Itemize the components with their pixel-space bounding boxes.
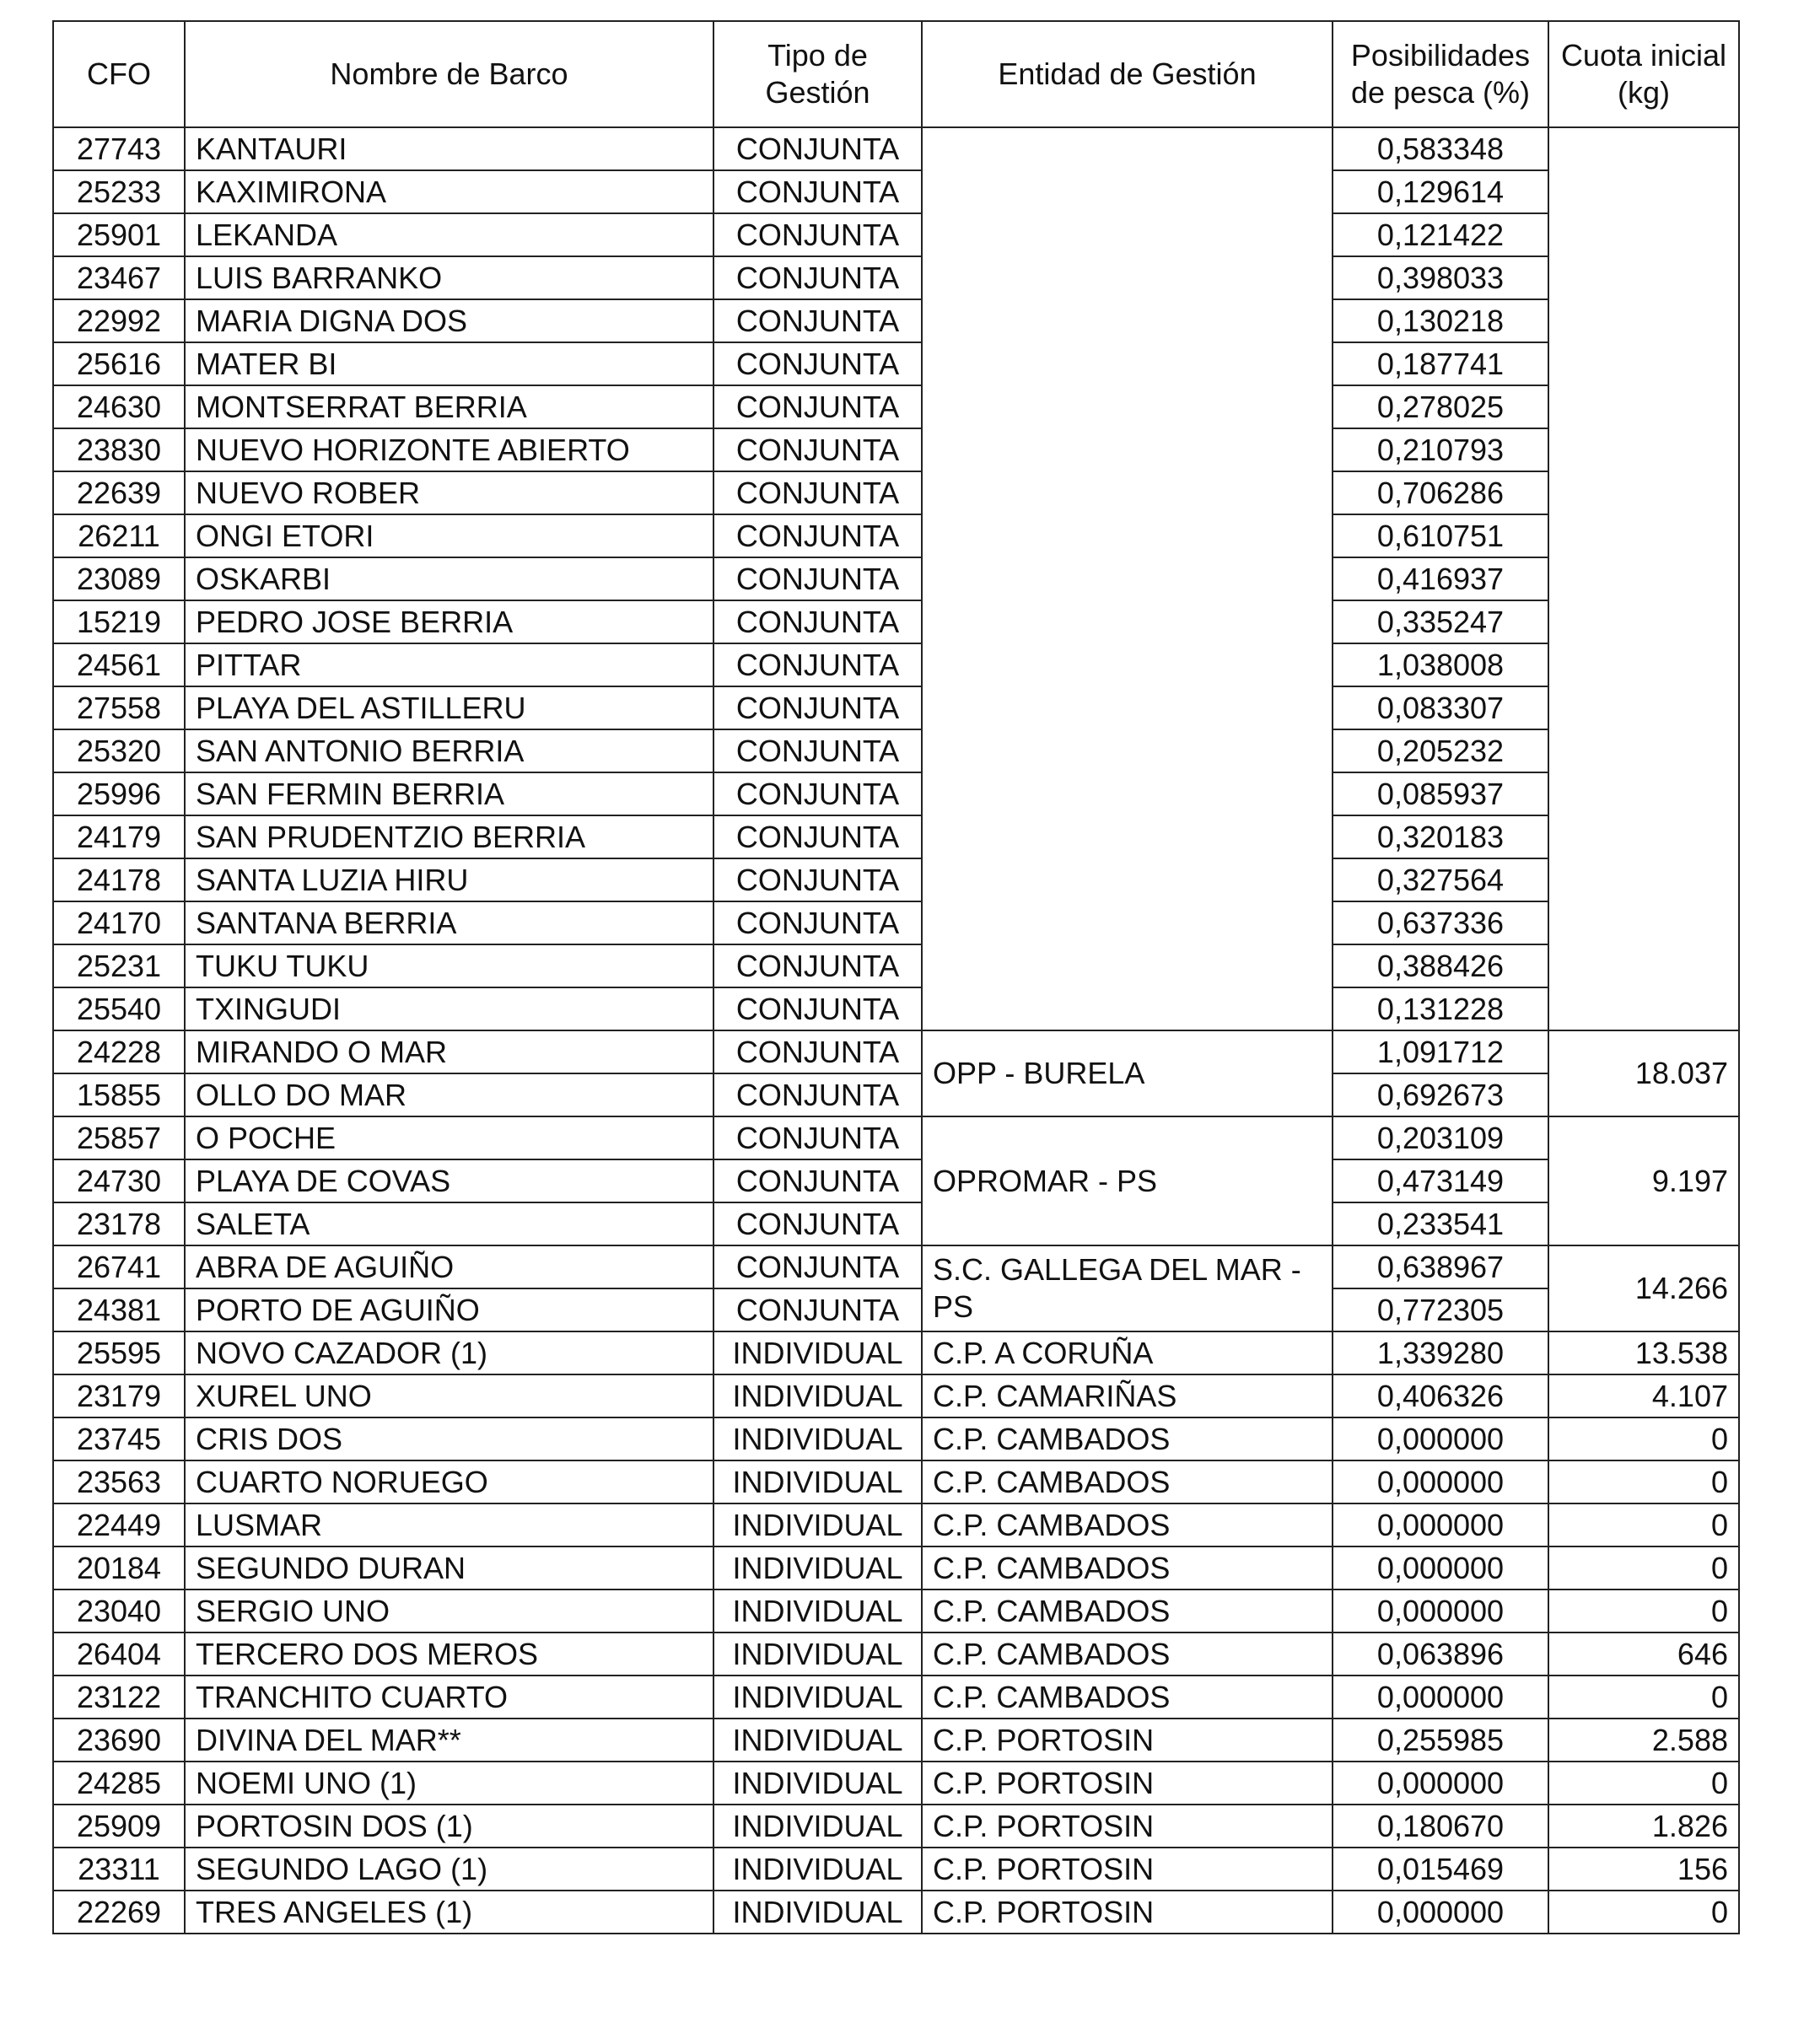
table-row — [53, 1891, 1739, 1934]
cell-posibilidades: 0,583348 — [1333, 127, 1548, 170]
cell-cfo: 27743 — [53, 127, 185, 170]
cell-nombre: TRES ANGELES (1) — [185, 1891, 713, 1934]
cell-posibilidades: 0,000000 — [1333, 1460, 1548, 1503]
cell-tipo: CONJUNTA — [713, 170, 922, 213]
cell-tipo: INDIVIDUAL — [713, 1460, 922, 1503]
cell-posibilidades: 0,473149 — [1333, 1159, 1548, 1202]
cell-tipo: CONJUNTA — [713, 1030, 922, 1073]
cell-cfo: 24179 — [53, 815, 185, 858]
table-row — [53, 858, 1739, 901]
cell-posibilidades: 0,610751 — [1333, 514, 1548, 557]
cell-cfo: 23179 — [53, 1374, 185, 1417]
cell-cfo: 24730 — [53, 1159, 185, 1202]
cell-posibilidades: 0,772305 — [1333, 1288, 1548, 1331]
cell-tipo: CONJUNTA — [713, 514, 922, 557]
cell-posibilidades: 0,000000 — [1333, 1762, 1548, 1805]
cell-nombre: SERGIO UNO — [185, 1589, 713, 1633]
table-row — [53, 1159, 1739, 1202]
cell-cuota: 2.588 — [1548, 1719, 1739, 1762]
cell-tipo: CONJUNTA — [713, 944, 922, 987]
cell-cfo: 25540 — [53, 987, 185, 1030]
cell-posibilidades: 0,063896 — [1333, 1633, 1548, 1676]
table-row — [53, 686, 1739, 729]
cell-tipo: CONJUNTA — [713, 299, 922, 342]
table-row — [53, 729, 1739, 772]
cell-tipo: CONJUNTA — [713, 471, 922, 514]
cell-tipo: CONJUNTA — [713, 1073, 922, 1116]
cell-cfo: 26741 — [53, 1245, 185, 1288]
cell-cfo: 24178 — [53, 858, 185, 901]
cell-posibilidades: 0,000000 — [1333, 1503, 1548, 1546]
cell-posibilidades: 0,320183 — [1333, 815, 1548, 858]
cell-tipo: CONJUNTA — [713, 686, 922, 729]
cell-cfo: 23690 — [53, 1719, 185, 1762]
header-cfo: CFO — [53, 21, 185, 127]
cell-cfo: 25909 — [53, 1805, 185, 1848]
cell-cfo: 20184 — [53, 1546, 185, 1589]
cell-cfo: 22639 — [53, 471, 185, 514]
cell-nombre: NUEVO ROBER — [185, 471, 713, 514]
cell-tipo: INDIVIDUAL — [713, 1676, 922, 1719]
table-row — [53, 1589, 1739, 1633]
cell-cfo: 24285 — [53, 1762, 185, 1805]
cell-posibilidades: 0,388426 — [1333, 944, 1548, 987]
cell-cuota — [1548, 127, 1739, 1030]
cell-entidad: C.P. PORTOSIN — [922, 1848, 1333, 1891]
table-row — [53, 944, 1739, 987]
cell-tipo: INDIVIDUAL — [713, 1589, 922, 1633]
cell-tipo: CONJUNTA — [713, 127, 922, 170]
cell-nombre: LUIS BARRANKO — [185, 256, 713, 299]
cell-cfo: 24381 — [53, 1288, 185, 1331]
table-row — [53, 428, 1739, 471]
cell-cfo: 23040 — [53, 1589, 185, 1633]
cell-cfo: 24630 — [53, 385, 185, 428]
cell-posibilidades: 0,278025 — [1333, 385, 1548, 428]
cell-cfo: 26211 — [53, 514, 185, 557]
cell-posibilidades: 0,180670 — [1333, 1805, 1548, 1848]
cell-tipo: CONJUNTA — [713, 987, 922, 1030]
cell-nombre: MARIA DIGNA DOS — [185, 299, 713, 342]
cell-tipo: CONJUNTA — [713, 385, 922, 428]
header-tipo: Tipo de Gestión — [713, 21, 922, 127]
cell-tipo: CONJUNTA — [713, 643, 922, 686]
cell-tipo: CONJUNTA — [713, 256, 922, 299]
cell-posibilidades: 0,083307 — [1333, 686, 1548, 729]
cell-tipo: CONJUNTA — [713, 858, 922, 901]
cell-nombre: SANTANA BERRIA — [185, 901, 713, 944]
cell-entidad: C.P. CAMBADOS — [922, 1676, 1333, 1719]
cell-entidad: C.P. A CORUÑA — [922, 1331, 1333, 1374]
table-row — [53, 1030, 1739, 1073]
cell-entidad: C.P. CAMBADOS — [922, 1460, 1333, 1503]
cell-nombre: KANTAURI — [185, 127, 713, 170]
cell-posibilidades: 0,638967 — [1333, 1245, 1548, 1288]
cell-cfo: 15219 — [53, 600, 185, 643]
cell-nombre: LUSMAR — [185, 1503, 713, 1546]
cell-tipo: INDIVIDUAL — [713, 1374, 922, 1417]
header-entidad: Entidad de Gestión — [922, 21, 1333, 127]
cell-cfo: 25595 — [53, 1331, 185, 1374]
cell-cfo: 23830 — [53, 428, 185, 471]
cell-tipo: CONJUNTA — [713, 213, 922, 256]
cell-nombre: SEGUNDO DURAN — [185, 1546, 713, 1589]
table-row — [53, 1245, 1739, 1288]
cell-nombre: DIVINA DEL MAR** — [185, 1719, 713, 1762]
cell-cfo: 25996 — [53, 772, 185, 815]
cell-cuota: 4.107 — [1548, 1374, 1739, 1417]
table-row — [53, 1417, 1739, 1460]
table-row — [53, 1719, 1739, 1762]
cell-cfo: 24228 — [53, 1030, 185, 1073]
cell-cfo: 27558 — [53, 686, 185, 729]
cell-nombre: SAN ANTONIO BERRIA — [185, 729, 713, 772]
cell-posibilidades: 0,121422 — [1333, 213, 1548, 256]
cell-cuota: 0 — [1548, 1546, 1739, 1589]
cell-nombre: OSKARBI — [185, 557, 713, 600]
table-row — [53, 385, 1739, 428]
table-row — [53, 1116, 1739, 1159]
table-row — [53, 1676, 1739, 1719]
cell-nombre: CRIS DOS — [185, 1417, 713, 1460]
table-row — [53, 1460, 1739, 1503]
cell-nombre: SEGUNDO LAGO (1) — [185, 1848, 713, 1891]
cell-cuota: 0 — [1548, 1503, 1739, 1546]
cell-tipo: CONJUNTA — [713, 428, 922, 471]
table-row — [53, 1503, 1739, 1546]
cell-cfo: 25616 — [53, 342, 185, 385]
cell-nombre: PEDRO JOSE BERRIA — [185, 600, 713, 643]
cell-cfo: 23122 — [53, 1676, 185, 1719]
cell-nombre: OLLO DO MAR — [185, 1073, 713, 1116]
cell-nombre: ABRA DE AGUIÑO — [185, 1245, 713, 1288]
cell-cfo: 26404 — [53, 1633, 185, 1676]
cell-tipo: CONJUNTA — [713, 557, 922, 600]
cell-posibilidades: 0,692673 — [1333, 1073, 1548, 1116]
table-body — [53, 127, 1739, 1934]
cell-posibilidades: 0,255985 — [1333, 1719, 1548, 1762]
cell-nombre: NUEVO HORIZONTE ABIERTO — [185, 428, 713, 471]
cell-nombre: NOVO CAZADOR (1) — [185, 1331, 713, 1374]
cell-cfo: 22992 — [53, 299, 185, 342]
cell-nombre: PLAYA DE COVAS — [185, 1159, 713, 1202]
cell-posibilidades: 0,000000 — [1333, 1891, 1548, 1934]
table-row — [53, 901, 1739, 944]
cell-tipo: CONJUNTA — [713, 1288, 922, 1331]
cell-nombre: SAN PRUDENTZIO BERRIA — [185, 815, 713, 858]
cell-posibilidades: 0,205232 — [1333, 729, 1548, 772]
cell-tipo: CONJUNTA — [713, 1116, 922, 1159]
table-row — [53, 299, 1739, 342]
table-row — [53, 127, 1739, 170]
cell-tipo: CONJUNTA — [713, 772, 922, 815]
cell-posibilidades: 0,000000 — [1333, 1589, 1548, 1633]
cell-posibilidades: 1,038008 — [1333, 643, 1548, 686]
cell-posibilidades: 0,637336 — [1333, 901, 1548, 944]
cell-cuota: 13.538 — [1548, 1331, 1739, 1374]
table-row — [53, 557, 1739, 600]
cell-tipo: CONJUNTA — [713, 815, 922, 858]
cell-posibilidades: 0,000000 — [1333, 1417, 1548, 1460]
table-row — [53, 1073, 1739, 1116]
cell-tipo: CONJUNTA — [713, 901, 922, 944]
cell-nombre: O POCHE — [185, 1116, 713, 1159]
cell-nombre: PITTAR — [185, 643, 713, 686]
cell-cuota: 0 — [1548, 1676, 1739, 1719]
cell-nombre: PORTOSIN DOS (1) — [185, 1805, 713, 1848]
cell-posibilidades: 0,085937 — [1333, 772, 1548, 815]
cell-tipo: INDIVIDUAL — [713, 1848, 922, 1891]
cell-cuota: 0 — [1548, 1460, 1739, 1503]
cell-entidad: C.P. PORTOSIN — [922, 1891, 1333, 1934]
cell-tipo: CONJUNTA — [713, 600, 922, 643]
table-row — [53, 643, 1739, 686]
cell-cfo: 22269 — [53, 1891, 185, 1934]
cell-cfo: 25231 — [53, 944, 185, 987]
table-row — [53, 514, 1739, 557]
cell-posibilidades: 0,000000 — [1333, 1676, 1548, 1719]
table-row — [53, 1762, 1739, 1805]
cell-tipo: INDIVIDUAL — [713, 1503, 922, 1546]
table-row — [53, 1848, 1739, 1891]
cell-nombre: XUREL UNO — [185, 1374, 713, 1417]
cell-tipo: CONJUNTA — [713, 1159, 922, 1202]
cell-nombre: TRANCHITO CUARTO — [185, 1676, 713, 1719]
cell-cuota: 646 — [1548, 1633, 1739, 1676]
cell-nombre: TXINGUDI — [185, 987, 713, 1030]
cell-cuota: 0 — [1548, 1891, 1739, 1934]
cell-tipo: INDIVIDUAL — [713, 1546, 922, 1589]
cell-entidad: C.P. CAMARIÑAS — [922, 1374, 1333, 1417]
cell-cuota: 0 — [1548, 1589, 1739, 1633]
cell-cfo: 23178 — [53, 1202, 185, 1245]
cell-cfo: 22449 — [53, 1503, 185, 1546]
cell-tipo: INDIVIDUAL — [713, 1331, 922, 1374]
cell-posibilidades: 0,327564 — [1333, 858, 1548, 901]
cell-tipo: INDIVIDUAL — [713, 1762, 922, 1805]
cell-entidad: C.P. CAMBADOS — [922, 1546, 1333, 1589]
cell-tipo: INDIVIDUAL — [713, 1719, 922, 1762]
cell-posibilidades: 0,210793 — [1333, 428, 1548, 471]
cell-posibilidades: 1,339280 — [1333, 1331, 1548, 1374]
cell-cuota: 18.037 — [1548, 1030, 1739, 1116]
cell-cuota: 0 — [1548, 1762, 1739, 1805]
table-row — [53, 1805, 1739, 1848]
cell-posibilidades: 0,416937 — [1333, 557, 1548, 600]
cell-nombre: PLAYA DEL ASTILLERU — [185, 686, 713, 729]
cell-nombre: SAN FERMIN BERRIA — [185, 772, 713, 815]
cell-posibilidades: 0,398033 — [1333, 256, 1548, 299]
cell-entidad: C.P. CAMBADOS — [922, 1633, 1333, 1676]
cell-posibilidades: 0,406326 — [1333, 1374, 1548, 1417]
cell-entidad: C.P. CAMBADOS — [922, 1589, 1333, 1633]
cell-nombre: KAXIMIRONA — [185, 170, 713, 213]
cell-tipo: CONJUNTA — [713, 1202, 922, 1245]
cell-nombre: PORTO DE AGUIÑO — [185, 1288, 713, 1331]
table-header — [53, 21, 1739, 127]
cell-nombre: NOEMI UNO (1) — [185, 1762, 713, 1805]
cell-cuota: 0 — [1548, 1417, 1739, 1460]
table-row — [53, 170, 1739, 213]
cell-cfo: 25901 — [53, 213, 185, 256]
cell-cfo: 24170 — [53, 901, 185, 944]
cell-cfo: 23311 — [53, 1848, 185, 1891]
cell-cuota: 9.197 — [1548, 1116, 1739, 1245]
cell-posibilidades: 0,233541 — [1333, 1202, 1548, 1245]
cell-entidad: S.C. GALLEGA DEL MAR - PS — [922, 1245, 1333, 1331]
cell-cfo: 25233 — [53, 170, 185, 213]
cell-tipo: CONJUNTA — [713, 729, 922, 772]
cell-tipo: CONJUNTA — [713, 1245, 922, 1288]
table-row — [53, 256, 1739, 299]
cell-tipo: CONJUNTA — [713, 342, 922, 385]
cell-posibilidades: 0,015469 — [1333, 1848, 1548, 1891]
table-row — [53, 1202, 1739, 1245]
cell-nombre: LEKANDA — [185, 213, 713, 256]
cell-nombre: MATER BI — [185, 342, 713, 385]
table-row — [53, 1633, 1739, 1676]
cell-nombre: ONGI ETORI — [185, 514, 713, 557]
cell-cuota: 14.266 — [1548, 1245, 1739, 1331]
cell-cfo: 25320 — [53, 729, 185, 772]
cell-posibilidades: 0,187741 — [1333, 342, 1548, 385]
cell-cuota: 156 — [1548, 1848, 1739, 1891]
cell-entidad: OPROMAR - PS — [922, 1116, 1333, 1245]
cell-nombre: MONTSERRAT BERRIA — [185, 385, 713, 428]
cell-nombre: TUKU TUKU — [185, 944, 713, 987]
cell-cfo: 23563 — [53, 1460, 185, 1503]
cell-nombre: MIRANDO O MAR — [185, 1030, 713, 1073]
header-cuota: Cuota inicial (kg) — [1548, 21, 1739, 127]
cell-posibilidades: 0,129614 — [1333, 170, 1548, 213]
header-posibilidades: Posibilidades de pesca (%) — [1333, 21, 1548, 127]
cell-nombre: CUARTO NORUEGO — [185, 1460, 713, 1503]
quota-table — [52, 20, 1740, 1934]
header-nombre: Nombre de Barco — [185, 21, 713, 127]
table-row — [53, 342, 1739, 385]
table-row — [53, 600, 1739, 643]
cell-entidad: C.P. PORTOSIN — [922, 1805, 1333, 1848]
table-row — [53, 1374, 1739, 1417]
cell-posibilidades: 0,335247 — [1333, 600, 1548, 643]
cell-posibilidades: 0,131228 — [1333, 987, 1548, 1030]
cell-cfo: 24561 — [53, 643, 185, 686]
cell-cfo: 25857 — [53, 1116, 185, 1159]
cell-tipo: INDIVIDUAL — [713, 1417, 922, 1460]
cell-tipo: INDIVIDUAL — [713, 1891, 922, 1934]
cell-nombre: SANTA LUZIA HIRU — [185, 858, 713, 901]
cell-tipo: INDIVIDUAL — [713, 1633, 922, 1676]
cell-cuota: 1.826 — [1548, 1805, 1739, 1848]
cell-tipo: INDIVIDUAL — [713, 1805, 922, 1848]
cell-posibilidades: 0,000000 — [1333, 1546, 1548, 1589]
table-row — [53, 213, 1739, 256]
cell-cfo: 15855 — [53, 1073, 185, 1116]
table-row — [53, 772, 1739, 815]
cell-cfo: 23089 — [53, 557, 185, 600]
cell-cfo: 23745 — [53, 1417, 185, 1460]
cell-posibilidades: 0,130218 — [1333, 299, 1548, 342]
table-row — [53, 1546, 1739, 1589]
cell-entidad: C.P. PORTOSIN — [922, 1762, 1333, 1805]
table-row — [53, 815, 1739, 858]
cell-entidad — [922, 127, 1333, 1030]
cell-posibilidades: 0,203109 — [1333, 1116, 1548, 1159]
cell-cfo: 23467 — [53, 256, 185, 299]
cell-nombre: TERCERO DOS MEROS — [185, 1633, 713, 1676]
cell-posibilidades: 0,706286 — [1333, 471, 1548, 514]
table-row — [53, 987, 1739, 1030]
table-row — [53, 1331, 1739, 1374]
cell-entidad: C.P. PORTOSIN — [922, 1719, 1333, 1762]
table-row — [53, 1288, 1739, 1331]
table-row — [53, 471, 1739, 514]
cell-nombre: SALETA — [185, 1202, 713, 1245]
cell-entidad: OPP - BURELA — [922, 1030, 1333, 1116]
cell-posibilidades: 1,091712 — [1333, 1030, 1548, 1073]
cell-entidad: C.P. CAMBADOS — [922, 1503, 1333, 1546]
cell-entidad: C.P. CAMBADOS — [922, 1417, 1333, 1460]
